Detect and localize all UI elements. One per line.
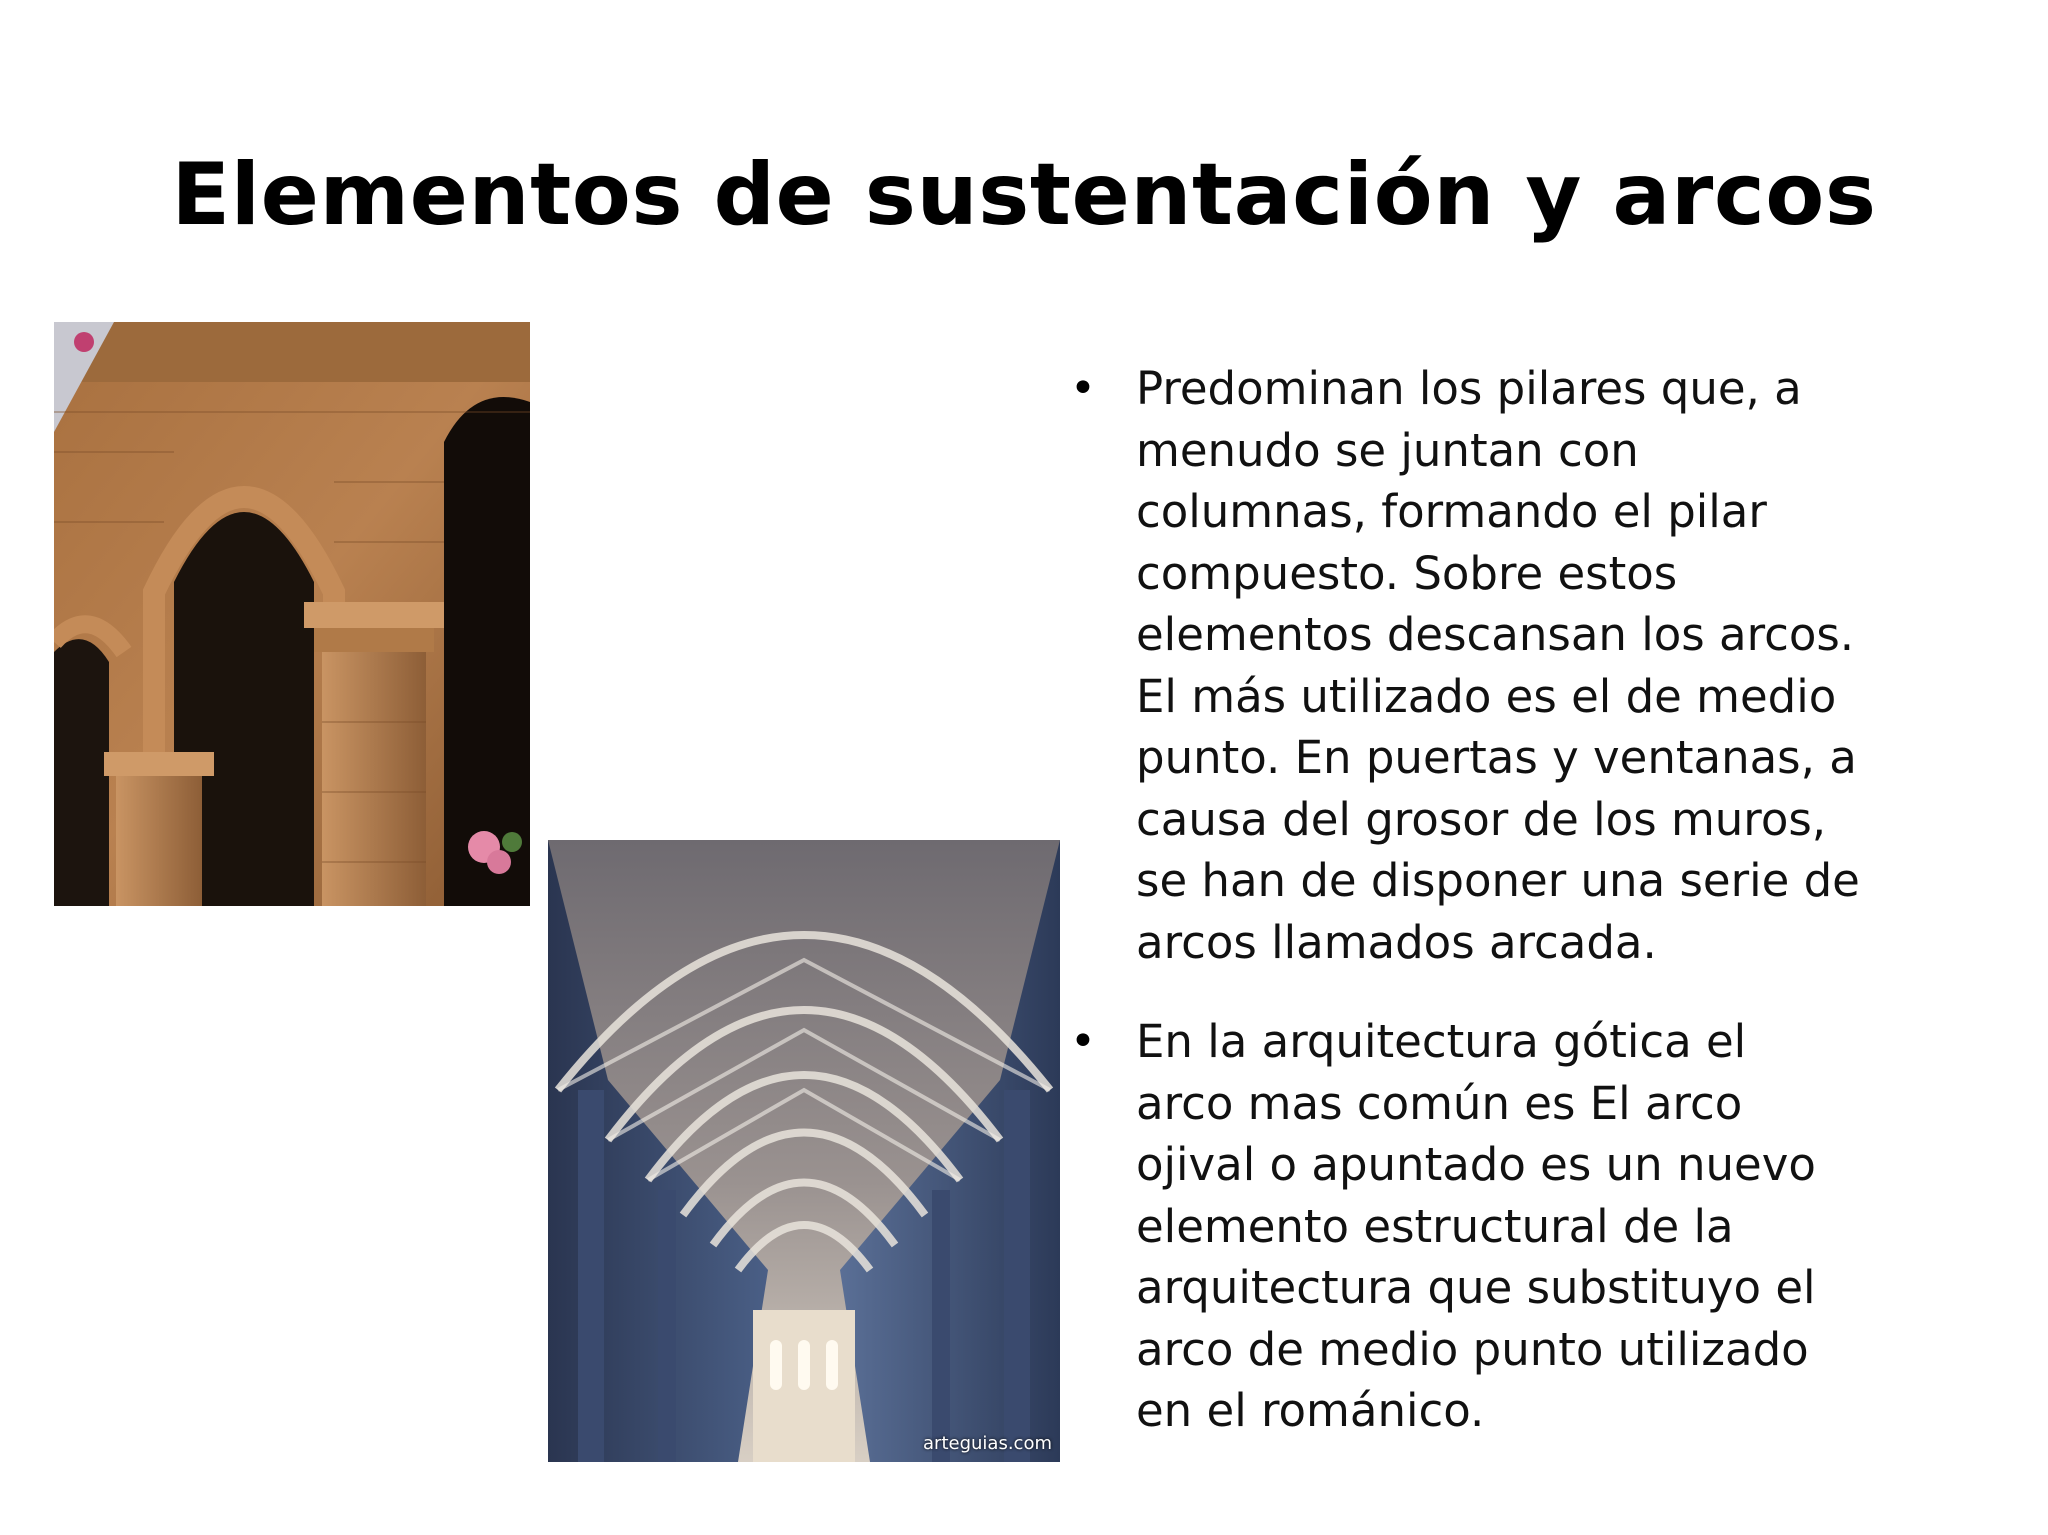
arches-illustration xyxy=(54,322,530,906)
bullet-item xyxy=(1060,358,2010,973)
romanesque-brick-arches-photo xyxy=(54,322,530,906)
image-watermark: arteguias.com xyxy=(923,1433,1052,1454)
bullet-list xyxy=(1060,358,2010,1480)
bullet-line: elemento estructural de la xyxy=(1136,1199,1734,1253)
bullet-line: se han de disponer una serie de xyxy=(1136,854,1860,907)
bullet-line: compuesto. Sobre estos xyxy=(1136,546,1678,600)
bullet-line: arquitectura que substituyo el xyxy=(1136,1261,1816,1314)
bullet-text xyxy=(1136,1011,2010,1442)
bullet-line: arcos llamados arcada. xyxy=(1136,915,1657,969)
bullet-line: menudo se juntan con xyxy=(1136,423,1639,477)
bullet-line: arco mas común es El arco xyxy=(1136,1076,1743,1130)
bullet-line: punto. En puertas y ventanas, a xyxy=(1136,731,1857,784)
nave-illustration xyxy=(548,840,1060,1462)
bullet-dot-icon: • xyxy=(1070,1016,1096,1067)
bullet-text xyxy=(1136,358,2010,973)
bullet-dot-icon: • xyxy=(1070,363,1096,414)
bullet-line: ojival o apuntado es un nuevo xyxy=(1136,1138,1816,1191)
bullet-line: en el románico. xyxy=(1136,1384,1485,1437)
bullet-line: elementos descansan los arcos. xyxy=(1136,608,1855,661)
bullet-item xyxy=(1060,1011,2010,1442)
bullet-line: El más utilizado es el de medio xyxy=(1136,669,1837,723)
bullet-line: causa del grosor de los muros, xyxy=(1136,792,1827,846)
bullet-line: arco de medio punto utilizado xyxy=(1136,1322,1809,1376)
bullet-line: columnas, formando el pilar xyxy=(1136,485,1767,538)
bullet-line: En la arquitectura gótica el xyxy=(1136,1015,1747,1068)
slide-title: Elementos de sustentación y arcos xyxy=(171,145,1877,245)
bullet-line: Predominan los pilares que, a xyxy=(1136,362,1802,415)
gothic-ribbed-vault-nave-photo xyxy=(548,840,1060,1462)
